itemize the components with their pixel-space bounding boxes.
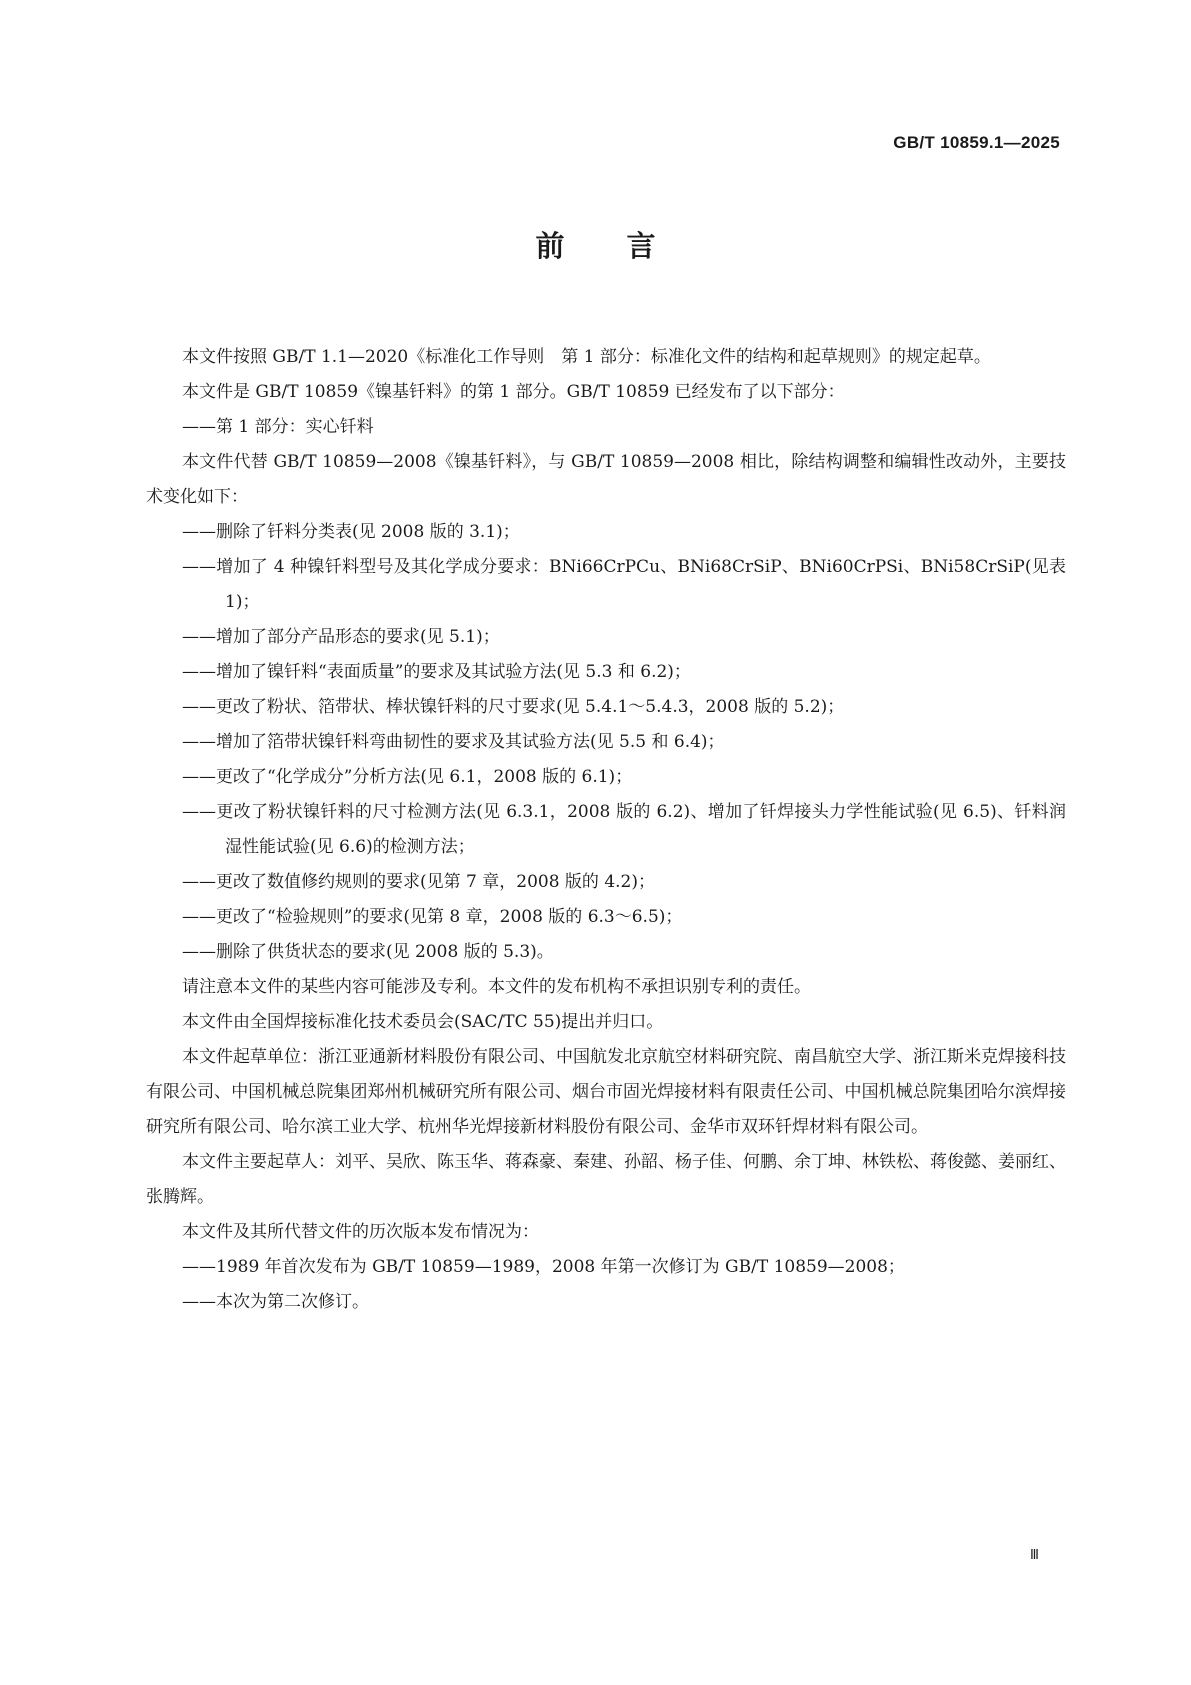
list-item: ——更改了数值修约规则的要求(见第 7 章，2008 版的 4.2)； [182, 872, 655, 892]
page-title: 前言 [535, 229, 718, 263]
paragraph: 本文件是 GB/T 10859《镍基钎料》的第 1 部分。GB/T 10859 已经发布了以下部分： [182, 382, 845, 402]
paragraph: 本文件及其所代替文件的历次版本发布情况为： [182, 1222, 539, 1242]
list-item: ——1989 年首次发布为 GB/T 10859—1989，2008 年第一次修订为 GB/T 10859—2008； [182, 1257, 905, 1277]
list-item: ——增加了镍钎料“表面质量”的要求及其试验方法(见 5.3 和 6.2)； [182, 662, 691, 682]
list-item: ——删除了钎料分类表(见 2008 版的 3.1)； [182, 522, 520, 542]
list-item: ——增加了 4 种镍钎料型号及其化学成分要求：BNi66CrPCu、BNi68CrSiP、BNi60CrPSi、BNi58CrSiP(见表 1)； [182, 557, 1066, 612]
paragraph: 本文件按照 GB/T 1.1—2020《标准化工作导则 第 1 部分：标准化文件的结构和起草规则》的规定起草。 [182, 347, 991, 367]
paragraph: 本文件由全国焊接标准化技术委员会(SAC/TC 55)提出并归口。 [182, 1012, 664, 1032]
list-item: ——更改了粉状镍钎料的尺寸检测方法(见 6.3.1，2008 版的 6.2)、增加了钎焊接头力学性能试验(见 6.5)、钎料润湿性能试验(见 6.6)的检测方法； [182, 802, 1066, 857]
page-number: Ⅲ [1030, 1548, 1039, 1563]
foreword-body [146, 340, 1066, 1320]
list-item: ——第 1 部分：实心钎料 [182, 417, 374, 437]
list-item: ——增加了部分产品形态的要求(见 5.1)； [182, 627, 500, 647]
paragraph: 本文件起草单位：浙江亚通新材料股份有限公司、中国航发北京航空材料研究院、南昌航空大学、浙江斯米克焊接科技有限公司、中国机械总院集团郑州机械研究所有限公司、烟台市固光焊接材料有限责任公司、中国机械总院集团哈尔滨焊接研究所有限公司、哈尔滨工业大学、杭州华光焊接新材料股份有限公司、金华市双环钎焊材料有限公司。 [146, 1047, 1066, 1137]
paragraph: 本文件主要起草人：刘平、吴欣、陈玉华、蒋森豪、秦建、孙韶、杨子佳、何鹏、余丁坤、林铁松、蒋俊懿、姜丽红、张腾辉。 [146, 1152, 1066, 1207]
list-item: ——增加了箔带状镍钎料弯曲韧性的要求及其试验方法(见 5.5 和 6.4)； [182, 732, 725, 752]
list-item: ——删除了供货状态的要求(见 2008 版的 5.3)。 [182, 942, 554, 962]
standard-code: GB/T 10859.1—2025 [893, 133, 1060, 152]
paragraph: 请注意本文件的某些内容可能涉及专利。本文件的发布机构不承担识别专利的责任。 [182, 977, 811, 997]
list-item: ——本次为第二次修订。 [182, 1292, 369, 1312]
paragraph: 本文件代替 GB/T 10859—2008《镍基钎料》，与 GB/T 10859—2008 相比，除结构调整和编辑性改动外，主要技术变化如下： [146, 452, 1066, 507]
list-item: ——更改了粉状、箔带状、棒状镍钎料的尺寸要求(见 5.4.1～5.4.3，2008 版的 5.2)； [182, 697, 845, 717]
list-item: ——更改了“检验规则”的要求(见第 8 章，2008 版的 6.3～6.5)； [182, 907, 683, 927]
list-item: ——更改了“化学成分”分析方法(见 6.1，2008 版的 6.1)； [182, 767, 633, 787]
